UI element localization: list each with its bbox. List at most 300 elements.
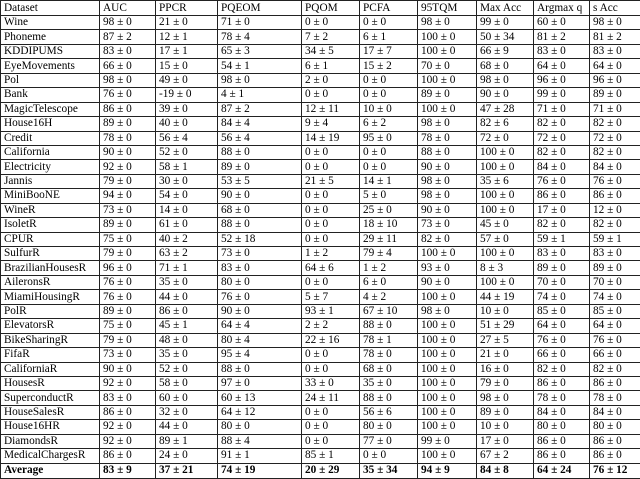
metric-cell: 80 ± 0 (218, 420, 302, 434)
metric-cell: 97 ± 0 (218, 376, 302, 390)
metric-cell: 100 ± 0 (418, 376, 477, 390)
metric-cell: 83 ± 0 (100, 44, 156, 58)
dataset-name-cell: CaliforniaR (1, 362, 100, 376)
metric-cell: 80 ± 0 (360, 420, 418, 434)
metric-cell: 82 ± 0 (590, 362, 640, 376)
metric-cell: 98 ± 0 (100, 16, 156, 30)
table-row (1, 391, 640, 405)
metric-cell: 79 ± 0 (100, 333, 156, 347)
metric-cell: 84 ± 0 (590, 160, 640, 174)
dataset-name-cell: Credit (1, 131, 100, 145)
metric-cell: 80 ± 4 (218, 333, 302, 347)
metric-cell: 90 ± 0 (418, 203, 477, 217)
table-row (1, 117, 640, 131)
metric-cell: 9 ± 4 (302, 117, 360, 131)
table-row (1, 59, 640, 73)
metric-cell: 86 ± 0 (534, 434, 590, 448)
metric-cell: 58 ± 0 (156, 376, 218, 390)
metric-cell: 82 ± 6 (477, 117, 534, 131)
dataset-name-cell: BikeSharingR (1, 333, 100, 347)
dataset-name-cell: Electricity (1, 160, 100, 174)
metric-cell: 52 ± 18 (218, 232, 302, 246)
table-row (1, 449, 640, 463)
header-95tqm: 95TQM (418, 1, 477, 16)
metric-cell: 79 ± 4 (360, 247, 418, 261)
metric-cell: 100 ± 0 (418, 290, 477, 304)
metric-cell: 82 ± 0 (590, 145, 640, 159)
metric-cell: 98 ± 0 (418, 189, 477, 203)
table-row (1, 333, 640, 347)
metric-cell: 100 ± 0 (418, 319, 477, 333)
dataset-name-cell: CPUR (1, 232, 100, 246)
metric-cell: 95 ± 0 (360, 131, 418, 145)
dataset-name-cell: ElevatorsR (1, 319, 100, 333)
metric-cell: 96 ± 0 (100, 261, 156, 275)
metric-cell: 86 ± 0 (100, 102, 156, 116)
dataset-name-cell: California (1, 145, 100, 159)
metric-cell: 80 ± 0 (534, 420, 590, 434)
metric-cell: 27 ± 5 (477, 333, 534, 347)
average-cell: 84 ± 8 (477, 463, 534, 479)
metric-cell: 100 ± 0 (418, 449, 477, 463)
metric-cell: 61 ± 0 (156, 218, 218, 232)
metric-cell: 76 ± 0 (590, 174, 640, 188)
table-row (1, 434, 640, 448)
metric-cell: 50 ± 34 (477, 30, 534, 44)
metric-cell: 7 ± 2 (302, 30, 360, 44)
metric-cell: 100 ± 0 (477, 189, 534, 203)
metric-cell: 73 ± 0 (418, 218, 477, 232)
metric-cell: 99 ± 0 (534, 88, 590, 102)
metric-cell: 83 ± 0 (100, 391, 156, 405)
metric-cell: 17 ± 7 (360, 44, 418, 58)
metric-cell: 5 ± 7 (302, 290, 360, 304)
metric-cell: 71 ± 0 (218, 16, 302, 30)
metric-cell: 25 ± 0 (360, 203, 418, 217)
metric-cell: 88 ± 0 (218, 145, 302, 159)
metric-cell: 98 ± 0 (477, 391, 534, 405)
metric-cell: 100 ± 0 (418, 73, 477, 87)
table-row (1, 189, 640, 203)
metric-cell: 90 ± 0 (418, 275, 477, 289)
metric-cell: 24 ± 0 (156, 449, 218, 463)
dataset-name-cell: Phoneme (1, 30, 100, 44)
metric-cell: 0 ± 0 (360, 160, 418, 174)
average-label: Average (1, 463, 100, 479)
metric-cell: 86 ± 0 (534, 449, 590, 463)
metric-cell: 82 ± 0 (534, 145, 590, 159)
metric-cell: 78 ± 0 (534, 391, 590, 405)
metric-cell: 84 ± 0 (534, 405, 590, 419)
metric-cell: 86 ± 0 (590, 376, 640, 390)
dataset-name-cell: SuperconductR (1, 391, 100, 405)
metric-cell: 64 ± 0 (534, 319, 590, 333)
table-row (1, 261, 640, 275)
metric-cell: 17 ± 1 (156, 44, 218, 58)
dataset-name-cell: HouseSalesR (1, 405, 100, 419)
metric-cell: 82 ± 0 (534, 362, 590, 376)
metric-cell: 77 ± 0 (360, 434, 418, 448)
metric-cell: 96 ± 0 (534, 73, 590, 87)
metric-cell: 16 ± 0 (477, 362, 534, 376)
table-row (1, 232, 640, 246)
metric-cell: 86 ± 0 (590, 449, 640, 463)
metric-cell: 92 ± 0 (100, 420, 156, 434)
table-row (1, 376, 640, 390)
metric-cell: 60 ± 0 (156, 391, 218, 405)
dataset-name-cell: AileronsR (1, 275, 100, 289)
metric-cell: 10 ± 0 (360, 102, 418, 116)
metric-cell: 89 ± 0 (218, 160, 302, 174)
metric-cell: 86 ± 0 (590, 189, 640, 203)
table-footer (1, 463, 640, 479)
metric-cell: 98 ± 0 (477, 73, 534, 87)
metric-cell: 88 ± 4 (218, 434, 302, 448)
metric-cell: 84 ± 0 (590, 405, 640, 419)
metric-cell: 85 ± 1 (302, 449, 360, 463)
metric-cell: 76 ± 0 (534, 333, 590, 347)
dataset-name-cell: Jannis (1, 174, 100, 188)
dataset-name-cell: BrazilianHousesR (1, 261, 100, 275)
metric-cell: 34 ± 5 (302, 44, 360, 58)
metric-cell: 70 ± 0 (590, 275, 640, 289)
metric-cell: 84 ± 0 (534, 160, 590, 174)
metric-cell: 59 ± 1 (590, 232, 640, 246)
metric-cell: 100 ± 0 (418, 247, 477, 261)
header-max-acc: Max Acc (477, 1, 534, 16)
metric-cell: 44 ± 19 (477, 290, 534, 304)
metric-cell: 83 ± 0 (534, 44, 590, 58)
metric-cell: 81 ± 2 (590, 30, 640, 44)
metric-cell: 51 ± 29 (477, 319, 534, 333)
header-pcfa: PCFA (360, 1, 418, 16)
metric-cell: 90 ± 0 (218, 189, 302, 203)
header-auc: AUC (100, 1, 156, 16)
metric-cell: 100 ± 0 (418, 102, 477, 116)
metric-cell: 39 ± 0 (156, 102, 218, 116)
metric-cell: 58 ± 1 (156, 160, 218, 174)
metric-cell: 98 ± 0 (418, 174, 477, 188)
metric-cell: 33 ± 0 (302, 376, 360, 390)
metric-cell: 0 ± 0 (302, 88, 360, 102)
metric-cell: 85 ± 0 (534, 304, 590, 318)
metric-cell: 4 ± 2 (360, 290, 418, 304)
dataset-name-cell: WineR (1, 203, 100, 217)
metric-cell: 0 ± 0 (302, 203, 360, 217)
metric-cell: 93 ± 1 (302, 304, 360, 318)
metric-cell: 82 ± 0 (534, 117, 590, 131)
average-cell: 76 ± 12 (590, 463, 640, 479)
metric-cell: 100 ± 0 (477, 247, 534, 261)
metric-cell: 76 ± 0 (100, 88, 156, 102)
metric-cell: 81 ± 2 (534, 30, 590, 44)
header-row (1, 1, 640, 16)
metric-cell: 100 ± 0 (418, 391, 477, 405)
metric-cell: 2 ± 2 (302, 319, 360, 333)
table-row (1, 290, 640, 304)
metric-cell: 74 ± 0 (590, 290, 640, 304)
metric-cell: 98 ± 0 (418, 117, 477, 131)
metric-cell: 75 ± 0 (100, 232, 156, 246)
metric-cell: 48 ± 0 (156, 333, 218, 347)
table-row (1, 30, 640, 44)
metric-cell: 66 ± 0 (534, 348, 590, 362)
metric-cell: 0 ± 0 (302, 189, 360, 203)
metric-cell: 12 ± 11 (302, 102, 360, 116)
metric-cell: 86 ± 0 (590, 434, 640, 448)
metric-cell: 89 ± 0 (100, 304, 156, 318)
metric-cell: 5 ± 0 (360, 189, 418, 203)
metric-cell: 21 ± 0 (477, 348, 534, 362)
table-row (1, 203, 640, 217)
metric-cell: 84 ± 4 (218, 117, 302, 131)
metric-cell: 82 ± 0 (590, 117, 640, 131)
table-header (1, 1, 640, 16)
metric-cell: 76 ± 0 (534, 174, 590, 188)
metric-cell: 64 ± 12 (218, 405, 302, 419)
metric-cell: 78 ± 4 (218, 30, 302, 44)
metric-cell: 60 ± 0 (534, 16, 590, 30)
metric-cell: 66 ± 9 (477, 44, 534, 58)
header-argmax-q: Argmax q (534, 1, 590, 16)
metric-cell: 0 ± 0 (302, 348, 360, 362)
metric-cell: 76 ± 0 (218, 290, 302, 304)
metric-cell: 82 ± 0 (534, 218, 590, 232)
table-row (1, 362, 640, 376)
metric-cell: 0 ± 0 (360, 73, 418, 87)
table-row (1, 160, 640, 174)
metric-cell: 92 ± 0 (100, 376, 156, 390)
metric-cell: 86 ± 0 (100, 449, 156, 463)
metric-cell: 56 ± 6 (360, 405, 418, 419)
dataset-name-cell: MiniBooNE (1, 189, 100, 203)
table-row (1, 102, 640, 116)
metric-cell: 0 ± 0 (302, 405, 360, 419)
dataset-name-cell: MagicTelescope (1, 102, 100, 116)
metric-cell: 76 ± 0 (590, 333, 640, 347)
metric-cell: 79 ± 0 (477, 376, 534, 390)
metric-cell: 24 ± 11 (302, 391, 360, 405)
metric-cell: 64 ± 4 (218, 319, 302, 333)
metric-cell: 98 ± 0 (418, 304, 477, 318)
metric-cell: 88 ± 0 (360, 319, 418, 333)
metric-cell: 89 ± 0 (590, 261, 640, 275)
metric-cell: 66 ± 0 (100, 59, 156, 73)
metric-cell: 12 ± 0 (590, 203, 640, 217)
metric-cell: 92 ± 0 (100, 160, 156, 174)
metric-cell: 21 ± 0 (156, 16, 218, 30)
metric-cell: 90 ± 0 (218, 304, 302, 318)
metric-cell: 89 ± 0 (534, 261, 590, 275)
metric-cell: 78 ± 1 (360, 333, 418, 347)
metric-cell: 68 ± 0 (477, 59, 534, 73)
metric-cell: 88 ± 0 (360, 391, 418, 405)
metric-cell: 67 ± 10 (360, 304, 418, 318)
metric-cell: 56 ± 4 (218, 131, 302, 145)
metric-cell: 60 ± 13 (218, 391, 302, 405)
header-s-acc: s Acc (590, 1, 640, 16)
metric-cell: 70 ± 0 (534, 275, 590, 289)
metric-cell: 49 ± 0 (156, 73, 218, 87)
average-cell: 74 ± 19 (218, 463, 302, 479)
metric-cell: 30 ± 0 (156, 174, 218, 188)
metric-cell: 72 ± 0 (590, 131, 640, 145)
table-row (1, 145, 640, 159)
metric-cell: 63 ± 2 (156, 247, 218, 261)
metric-cell: 76 ± 0 (100, 290, 156, 304)
metric-cell: 64 ± 6 (302, 261, 360, 275)
header-dataset: Dataset (1, 1, 100, 16)
metric-cell: 10 ± 0 (477, 420, 534, 434)
metric-cell: 22 ± 16 (302, 333, 360, 347)
average-cell: 20 ± 29 (302, 463, 360, 479)
metric-cell: 14 ± 0 (156, 203, 218, 217)
table-row (1, 44, 640, 58)
metric-cell: 100 ± 0 (418, 30, 477, 44)
metric-cell: 89 ± 0 (477, 405, 534, 419)
metric-cell: 90 ± 0 (100, 362, 156, 376)
metric-cell: 78 ± 0 (418, 131, 477, 145)
metric-cell: 40 ± 2 (156, 232, 218, 246)
dataset-name-cell: MiamiHousingR (1, 290, 100, 304)
metric-cell: 100 ± 0 (418, 420, 477, 434)
metric-cell: 54 ± 0 (156, 189, 218, 203)
metric-cell: 0 ± 0 (302, 232, 360, 246)
metric-cell: 71 ± 0 (590, 102, 640, 116)
metric-cell: 32 ± 0 (156, 405, 218, 419)
metric-cell: 100 ± 0 (477, 203, 534, 217)
metric-cell: 0 ± 0 (360, 449, 418, 463)
metric-cell: 15 ± 2 (360, 59, 418, 73)
metric-cell: 71 ± 0 (534, 102, 590, 116)
metric-cell: 56 ± 4 (156, 131, 218, 145)
metric-cell: 86 ± 0 (100, 405, 156, 419)
metric-cell: 78 ± 0 (360, 348, 418, 362)
metric-cell: 73 ± 0 (100, 203, 156, 217)
table-row (1, 174, 640, 188)
metric-cell: 100 ± 0 (418, 362, 477, 376)
dataset-name-cell: Pol (1, 73, 100, 87)
metric-cell: 100 ± 0 (477, 145, 534, 159)
metric-cell: 78 ± 0 (100, 131, 156, 145)
table-body (1, 16, 640, 464)
metric-cell: 90 ± 0 (418, 160, 477, 174)
metric-cell: 88 ± 0 (218, 218, 302, 232)
metric-cell: 64 ± 0 (534, 59, 590, 73)
metric-cell: 64 ± 0 (590, 319, 640, 333)
dataset-name-cell: Wine (1, 16, 100, 30)
metric-cell: 0 ± 0 (360, 16, 418, 30)
metric-cell: 57 ± 0 (477, 232, 534, 246)
metric-cell: 6 ± 1 (360, 30, 418, 44)
metric-cell: 82 ± 0 (418, 232, 477, 246)
metric-cell: 74 ± 0 (534, 290, 590, 304)
metric-cell: 73 ± 0 (218, 247, 302, 261)
metric-cell: 95 ± 4 (218, 348, 302, 362)
metric-cell: 0 ± 0 (302, 160, 360, 174)
metric-cell: 89 ± 0 (100, 218, 156, 232)
metric-cell: 0 ± 0 (302, 145, 360, 159)
metric-cell: 72 ± 0 (534, 131, 590, 145)
metric-cell: 99 ± 0 (477, 16, 534, 30)
table-row (1, 73, 640, 87)
metric-cell: 94 ± 0 (100, 189, 156, 203)
metric-cell: 98 ± 0 (218, 73, 302, 87)
table-row (1, 420, 640, 434)
table-row (1, 131, 640, 145)
metric-cell: 90 ± 0 (477, 88, 534, 102)
metric-cell: 1 ± 2 (360, 261, 418, 275)
metric-cell: 90 ± 0 (100, 145, 156, 159)
header-pqeom: PQEOM (218, 1, 302, 16)
header-ppcr: PPCR (156, 1, 218, 16)
metric-cell: 45 ± 1 (156, 319, 218, 333)
table-row (1, 304, 640, 318)
metric-cell: 45 ± 0 (477, 218, 534, 232)
metric-cell: 83 ± 0 (534, 247, 590, 261)
dataset-name-cell: EyeMovements (1, 59, 100, 73)
metric-cell: 35 ± 0 (156, 275, 218, 289)
metric-cell: 0 ± 0 (360, 145, 418, 159)
average-cell: 35 ± 34 (360, 463, 418, 479)
metric-cell: 29 ± 11 (360, 232, 418, 246)
metric-cell: 40 ± 0 (156, 117, 218, 131)
metric-cell: 6 ± 2 (360, 117, 418, 131)
metric-cell: 67 ± 2 (477, 449, 534, 463)
dataset-name-cell: House16HR (1, 420, 100, 434)
metric-cell: 93 ± 0 (418, 261, 477, 275)
dataset-name-cell: House16H (1, 117, 100, 131)
metric-cell: 0 ± 0 (360, 88, 418, 102)
metric-cell: 98 ± 0 (418, 16, 477, 30)
metric-cell: 14 ± 19 (302, 131, 360, 145)
metric-cell: 100 ± 0 (418, 333, 477, 347)
metric-cell: 83 ± 0 (218, 261, 302, 275)
metric-cell: 0 ± 0 (302, 434, 360, 448)
metric-cell: 78 ± 0 (590, 391, 640, 405)
metric-cell: 87 ± 2 (218, 102, 302, 116)
dataset-name-cell: Bank (1, 88, 100, 102)
metric-cell: 89 ± 0 (590, 88, 640, 102)
table-row (1, 348, 640, 362)
table-row (1, 16, 640, 30)
metric-cell: 86 ± 0 (534, 189, 590, 203)
metric-cell: 12 ± 1 (156, 30, 218, 44)
metric-cell: 92 ± 0 (100, 434, 156, 448)
metric-cell: 71 ± 1 (156, 261, 218, 275)
metric-cell: 83 ± 0 (590, 247, 640, 261)
metric-cell: 52 ± 0 (156, 145, 218, 159)
metric-cell: 89 ± 1 (156, 434, 218, 448)
metric-cell: 86 ± 0 (156, 304, 218, 318)
dataset-name-cell: FifaR (1, 348, 100, 362)
metric-cell: 18 ± 10 (360, 218, 418, 232)
metric-cell: 70 ± 0 (418, 59, 477, 73)
metric-cell: 85 ± 0 (590, 304, 640, 318)
metric-cell: 15 ± 0 (156, 59, 218, 73)
metric-cell: 4 ± 1 (218, 88, 302, 102)
metric-cell: 79 ± 0 (100, 247, 156, 261)
dataset-name-cell: SulfurR (1, 247, 100, 261)
metric-cell: 53 ± 5 (218, 174, 302, 188)
dataset-name-cell: IsoletR (1, 218, 100, 232)
metric-cell: 73 ± 0 (100, 348, 156, 362)
metric-cell: 76 ± 0 (100, 275, 156, 289)
dataset-name-cell: PolR (1, 304, 100, 318)
metric-cell: 6 ± 0 (360, 275, 418, 289)
metric-cell: 72 ± 0 (477, 131, 534, 145)
metric-cell: 98 ± 0 (590, 16, 640, 30)
